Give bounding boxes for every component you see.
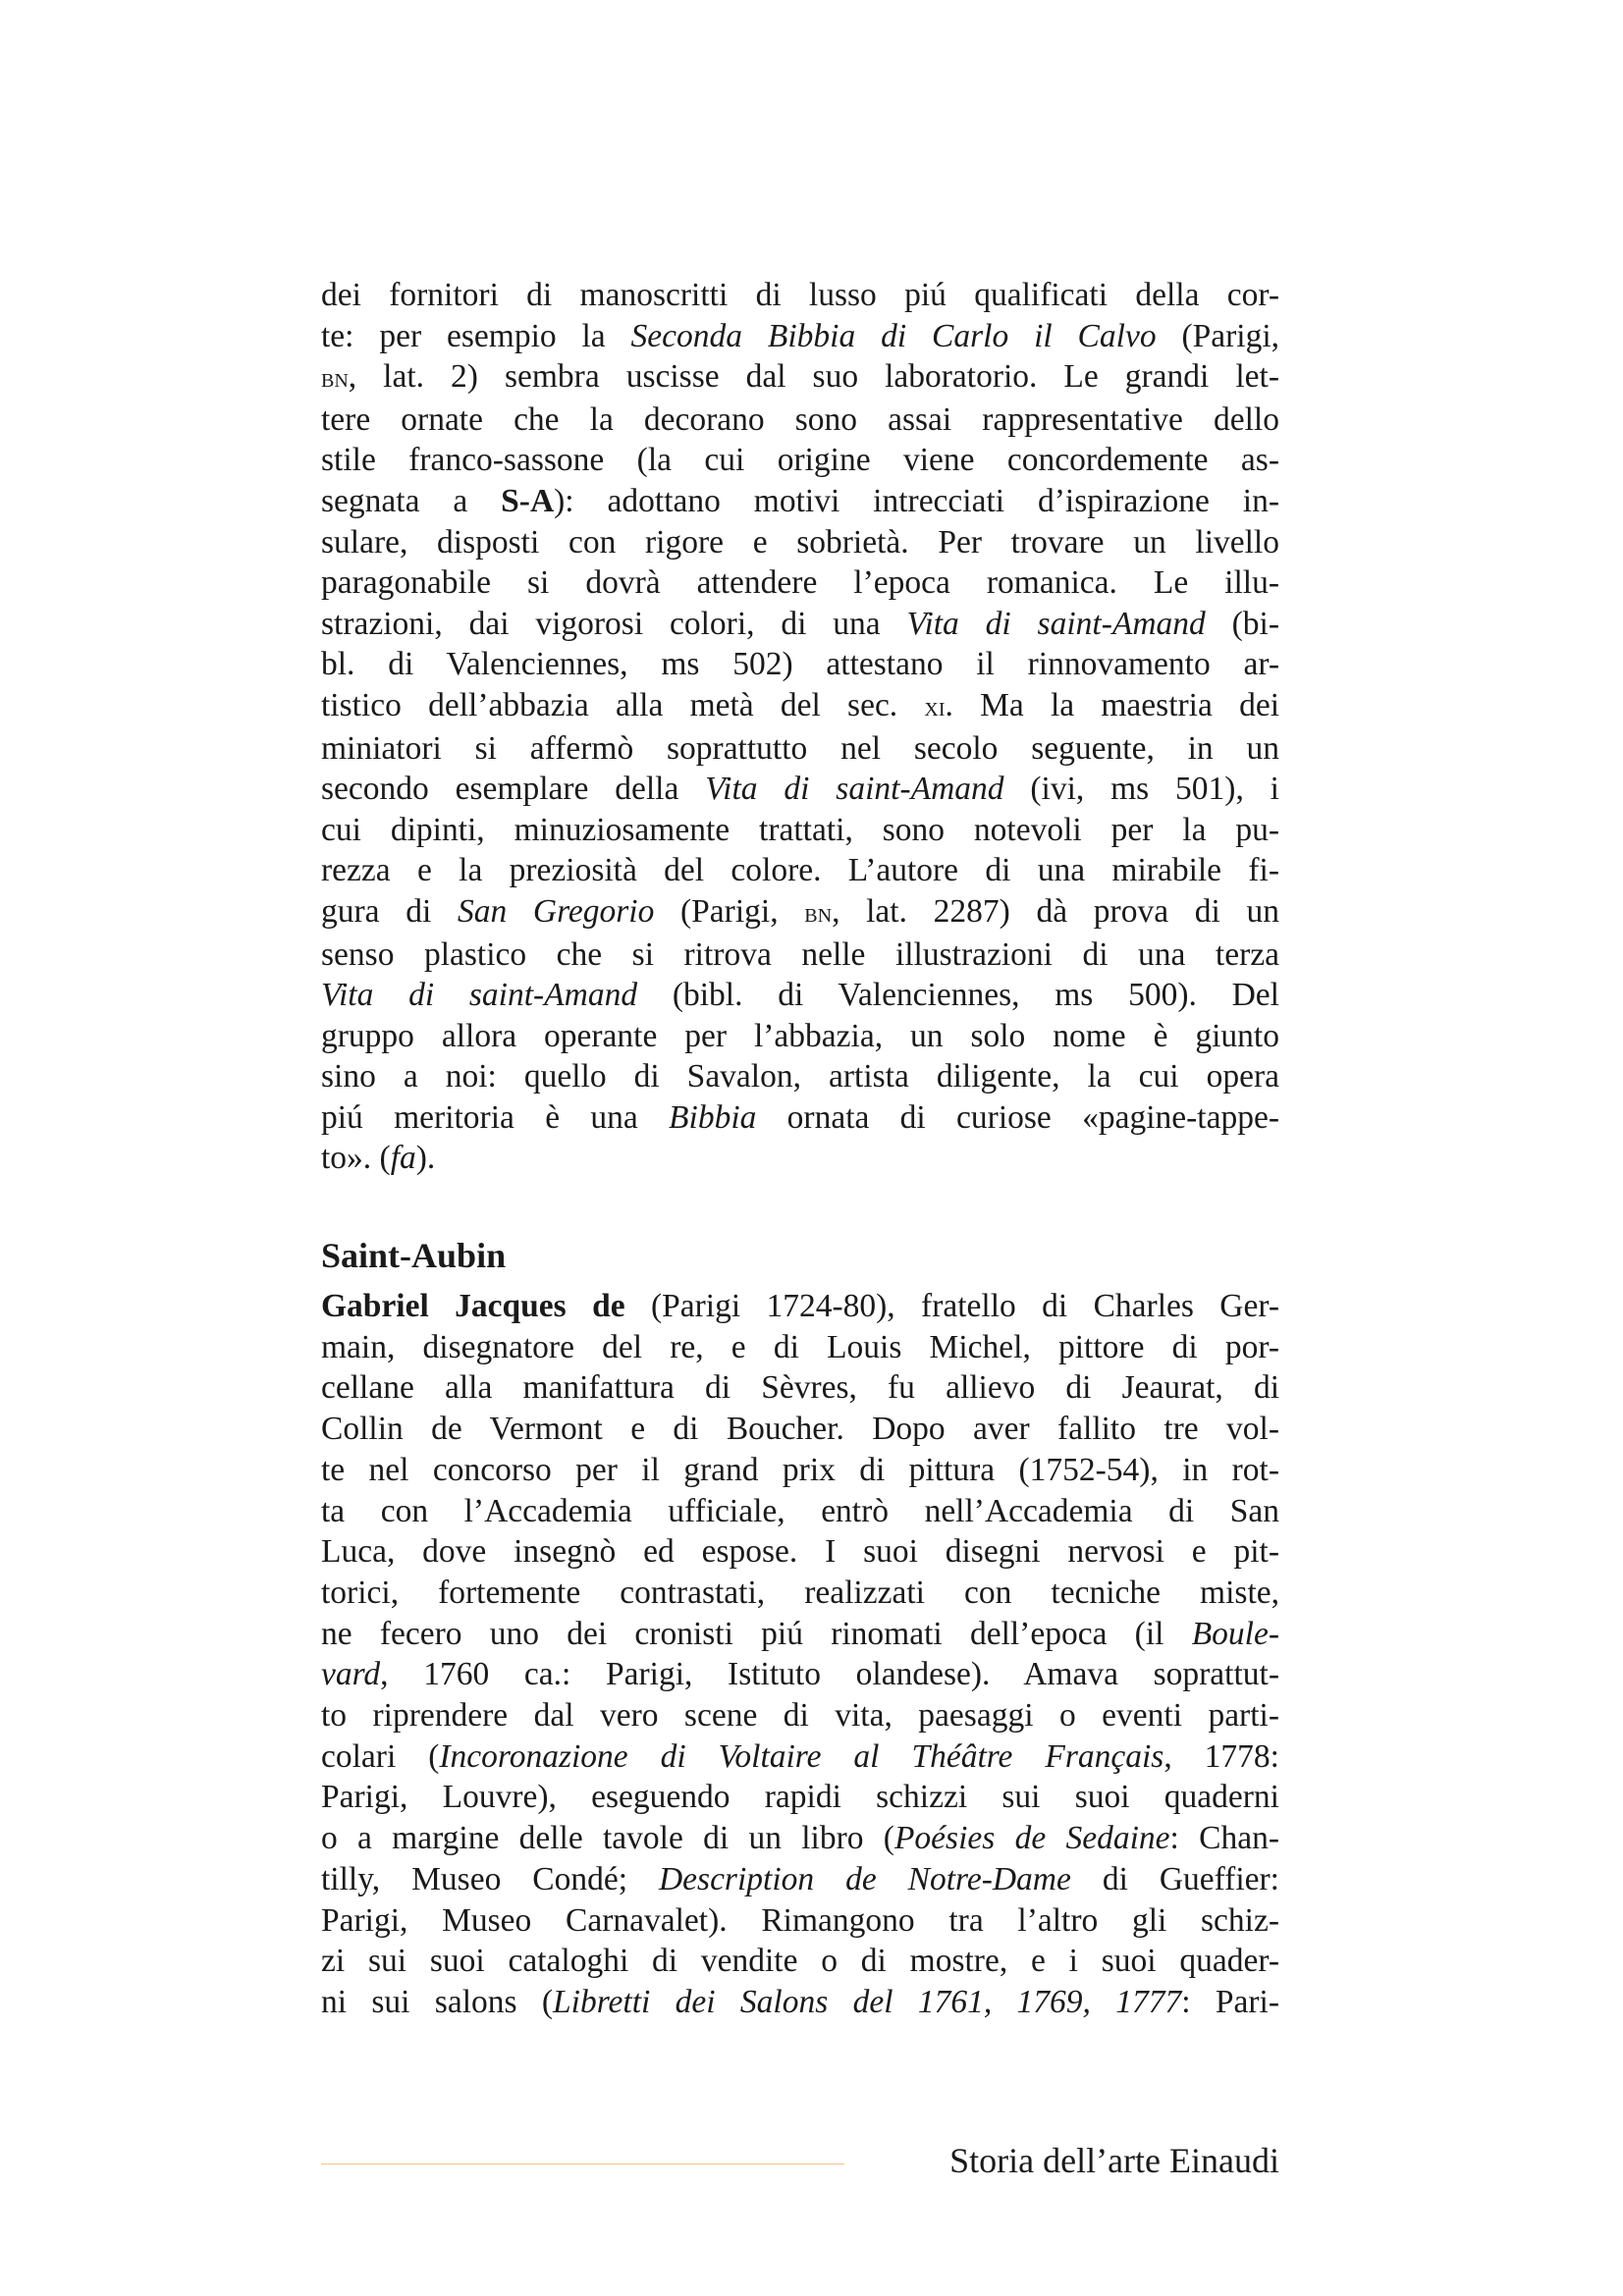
entry-text [321, 1286, 1279, 2023]
text-segment: to riprendere dal vero scene di vita, paesaggi o eventi parti- [321, 1697, 1279, 1735]
text-segment: ta con l’Accademia ufficiale, entrò nell’Accademia di San [321, 1492, 1279, 1529]
text-segment: , lat. 2287) dà prova di un [832, 892, 1279, 930]
text-line [321, 644, 1279, 685]
text-segment: San Gregorio [457, 892, 655, 930]
text-line [321, 275, 1279, 316]
text-segment: (Parigi, [1156, 317, 1279, 354]
text-line [321, 728, 1279, 770]
text-line [321, 1695, 1279, 1736]
text-line [321, 604, 1279, 645]
text-line [321, 934, 1279, 976]
text-line [321, 1056, 1279, 1097]
text-line [321, 1367, 1279, 1409]
text-line [321, 1531, 1279, 1573]
previous-entry-text [321, 275, 1279, 1179]
text-segment: sino a noi: quello di Savalon, artista diligente, la cui opera [321, 1058, 1279, 1095]
text-segment: segnata a [321, 482, 502, 519]
text-line [321, 1491, 1279, 1532]
text-segment: colari ( [321, 1737, 440, 1775]
text-line [321, 975, 1279, 1016]
text-line [321, 522, 1279, 563]
text-line [321, 1286, 1279, 1327]
text-segment: strazioni, dai vigorosi colori, di una [321, 605, 907, 642]
text-segment: Poésies de Sedaine [893, 1820, 1170, 1857]
text-line [321, 481, 1279, 522]
text-segment: ). [415, 1140, 436, 1177]
text-segment: Vita di saint-Amand [321, 977, 638, 1014]
text-line [321, 1818, 1279, 1859]
text-segment: : Pari- [1181, 1983, 1279, 2020]
text-segment: tilly, Museo Condé; [321, 1860, 659, 1897]
text-segment: bn [804, 896, 833, 929]
text-segment: . Ma la maestria dei [945, 686, 1279, 723]
text-segment: S-A [501, 482, 555, 519]
text-line [321, 685, 1279, 728]
text-line [321, 316, 1279, 357]
text-segment: Libretti dei Salons del 1761, 1769, 1777 [553, 1983, 1182, 2020]
text-segment: senso plastico che si ritrova nelle illustrazioni di una terza [321, 935, 1279, 973]
text-segment: ne fecero uno dei cronisti piú rinomati dell’epoca (il [321, 1615, 1192, 1652]
text-line [321, 1941, 1279, 1982]
text-segment: bl. di Valenciennes, ms 502) attestano il rinnovamento ar- [321, 646, 1279, 683]
text-segment: (bibl. di Valenciennes, ms 500). Del [637, 977, 1279, 1014]
text-segment: main, disegnatore del re, e di Louis Michel, pittore di por- [321, 1328, 1279, 1365]
text-segment: cellane alla manifattura di Sèvres, fu allievo di Jeaurat, di [321, 1369, 1279, 1407]
text-line [321, 1016, 1279, 1057]
text-line [321, 1573, 1279, 1614]
text-segment: Vita di saint-Amand [906, 605, 1206, 642]
footer-rule [321, 2163, 844, 2164]
text-line [321, 1450, 1279, 1491]
text-line [321, 891, 1279, 934]
text-segment: paragonabile si dovrà attendere l’epoca romanica. Le illu- [321, 564, 1279, 602]
text-segment: Description de Notre-Dame [658, 1860, 1071, 1897]
text-line [321, 562, 1279, 604]
text-segment: ): adottano motivi intrecciati d’ispirazione in- [554, 482, 1279, 519]
text-line [321, 769, 1279, 810]
text-segment: gruppo allora operante per l’abbazia, un solo nome è giunto [321, 1017, 1279, 1054]
text-line [321, 1327, 1279, 1368]
text-segment: cui dipinti, minuziosamente trattati, sono notevoli per la pu- [321, 811, 1279, 848]
text-segment: xi [924, 690, 946, 722]
text-segment: to». ( [321, 1140, 391, 1177]
text-segment: dei fornitori di manoscritti di lusso piú qualificati della cor- [321, 277, 1279, 313]
text-segment: (Parigi, [654, 892, 805, 930]
text-segment: Seconda Bibbia di Carlo il Calvo [630, 317, 1157, 354]
entry-title: Saint-Aubin [321, 1236, 507, 1275]
text-segment: secondo esemplare della [321, 771, 706, 808]
text-line [321, 1097, 1279, 1139]
text-segment: fa [390, 1140, 416, 1177]
text-segment: rezza e la preziosità del colore. L’autore di una mirabile fi- [321, 852, 1279, 889]
text-line [321, 1614, 1279, 1655]
text-line [321, 1409, 1279, 1450]
text-segment: , 1778: [1163, 1737, 1279, 1775]
text-segment: Gabriel Jacques de [321, 1288, 625, 1324]
text-line [321, 810, 1279, 851]
text-segment: Boule- [1191, 1615, 1279, 1652]
text-segment: ornata di curiose «pagine-tappe- [756, 1098, 1279, 1136]
text-segment: (Parigi 1724-80), fratello di Charles Ger- [624, 1288, 1279, 1324]
text-line [321, 850, 1279, 891]
text-segment: : Chan- [1169, 1820, 1279, 1857]
text-line [321, 1736, 1279, 1778]
text-line [321, 1900, 1279, 1942]
text-segment: Collin de Vermont e di Boucher. Dopo aver fallito tre vol- [321, 1411, 1279, 1448]
text-segment: Parigi, Museo Carnavalet). Rimangono tra l’altro gli schiz- [321, 1901, 1279, 1939]
text-segment: ni sui salons ( [321, 1983, 554, 2020]
text-line [321, 1859, 1279, 1900]
text-segment: Incoronazione di Voltaire al Théâtre Français [439, 1737, 1164, 1775]
text-line [321, 1982, 1279, 2023]
text-segment: vard [321, 1656, 381, 1693]
text-segment: o a margine delle tavole di un libro ( [321, 1820, 894, 1857]
text-line [321, 356, 1279, 400]
text-segment: te: per esempio la [321, 317, 631, 354]
text-segment: zi sui suoi cataloghi di vendite o di mostre, e i suoi quader- [321, 1943, 1279, 1980]
text-segment: piú meritoria è una [321, 1098, 670, 1136]
text-line [321, 1777, 1279, 1818]
text-line [321, 400, 1279, 441]
text-segment: tere ornate che la decorano sono assai rappresentative dello [321, 400, 1279, 438]
text-segment: (ivi, ms 501), i [1003, 771, 1279, 808]
text-segment: di Gueffier: [1070, 1860, 1279, 1897]
text-segment: , lat. 2) sembra uscisse dal suo laboratorio. Le grandi let- [348, 358, 1279, 396]
footer-title: Storia dell’arte Einaudi [949, 2141, 1279, 2180]
text-segment: Luca, dove insegnò ed espose. I suoi disegni nervosi e pit- [321, 1533, 1279, 1571]
text-segment: Bibbia [669, 1098, 757, 1136]
text-line [321, 440, 1279, 481]
text-segment: , 1760 ca.: Parigi, Istituto olandese). Amava soprattut- [380, 1656, 1279, 1693]
text-segment: Parigi, Louvre), eseguendo rapidi schizzi sui suoi quaderni [321, 1779, 1279, 1816]
text-line [321, 1654, 1279, 1695]
text-segment: bn [321, 362, 349, 395]
text-segment: gura di [321, 892, 458, 930]
text-line [321, 1138, 1279, 1179]
text-segment: Vita di saint-Amand [705, 771, 1004, 808]
text-segment: te nel concorso per il grand prix di pittura (1752-54), in rot- [321, 1451, 1279, 1488]
text-segment: miniatori si affermò soprattutto nel secolo seguente, in un [321, 729, 1279, 767]
text-segment: sulare, disposti con rigore e sobrietà. Per trovare un livello [321, 523, 1279, 561]
text-segment: torici, fortemente contrastati, realizzati con tecniche miste, [321, 1574, 1279, 1611]
text-segment: stile franco-sassone (la cui origine viene concordemente as- [321, 442, 1279, 479]
text-segment: (bi- [1205, 605, 1279, 642]
text-segment: tistico dell’abbazia alla metà del sec. [321, 686, 925, 723]
